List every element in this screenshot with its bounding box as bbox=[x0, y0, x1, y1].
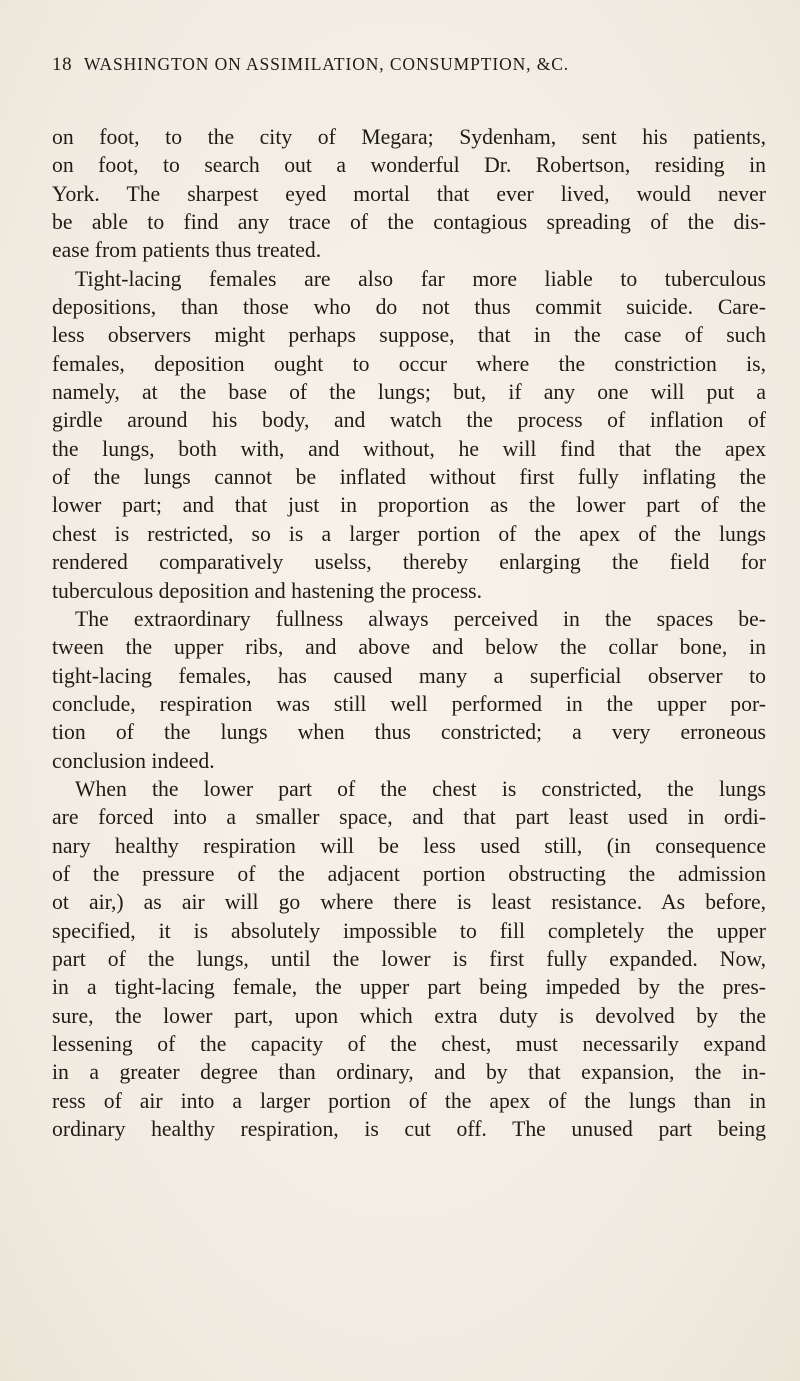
text-line: ot air,) as air will go where there is least resistance. As before, bbox=[52, 890, 766, 915]
text-line: nary healthy respiration will be less used still, (in consequence bbox=[52, 833, 766, 858]
text-line: lower part; and that just in proportion as the lower part of the bbox=[52, 493, 766, 518]
text-line: females, deposition ought to occur where the constriction is, bbox=[52, 351, 766, 376]
text-line: namely, at the base of the lungs; but, if any one will put a bbox=[52, 380, 766, 405]
text-line: When the lower part of the chest is constricted, the lungs bbox=[75, 776, 766, 801]
text-line: tween the upper ribs, and above and below the collar bone, in bbox=[52, 635, 766, 660]
running-title: WASHINGTON ON ASSIMILATION, CONSUMPTION, &C. bbox=[84, 54, 570, 74]
text-line: Tight-lacing females are also far more liable to tuberculous bbox=[75, 266, 766, 291]
text-line: of the lungs cannot be inflated without first fully inflating the bbox=[52, 465, 766, 490]
text-line: ease from patients thus treated. bbox=[52, 238, 322, 263]
text-line: ordinary healthy respiration, is cut off. The unused part being bbox=[52, 1117, 766, 1142]
text-line: rendered comparatively uselss, thereby enlarging the field for bbox=[52, 550, 766, 575]
text-line: lessening of the capacity of the chest, must necessarily expand bbox=[52, 1032, 766, 1056]
text-line: The extraordinary fullness always perceived in the spaces be- bbox=[75, 606, 766, 631]
text-line: ress of air into a larger portion of the apex of the lungs than in bbox=[52, 1088, 766, 1113]
text-line: in a greater degree than ordinary, and by that expansion, the in- bbox=[52, 1060, 766, 1085]
text-line: depositions, than those who do not thus commit suicide. Care- bbox=[52, 295, 766, 320]
text-line: conclude, respiration was still well performed in the upper por- bbox=[52, 691, 766, 716]
text-line: tuberculous deposition and hastening the process. bbox=[52, 578, 483, 603]
text-line: be able to find any trace of the contagious spreading of the dis- bbox=[52, 210, 766, 235]
page-number: 18 bbox=[52, 54, 73, 75]
text-line: sure, the lower part, upon which extra duty is devolved by the bbox=[52, 1003, 766, 1028]
text-line: tight-lacing females, has caused many a superficial observer to bbox=[52, 663, 766, 688]
text-line: specified, it is absolutely impossible to fill completely the upper bbox=[52, 918, 766, 943]
text-line: York. The sharpest eyed mortal that ever lived, would never bbox=[52, 181, 766, 206]
text-line: chest is restricted, so is a larger portion of the apex of the lungs bbox=[52, 521, 766, 546]
text-line: less observers might perhaps suppose, that in the case of such bbox=[52, 323, 766, 348]
text-line: the lungs, both with, and without, he will find that the apex bbox=[52, 436, 766, 461]
text-line: conclusion indeed. bbox=[52, 748, 215, 773]
text-line: part of the lungs, until the lower is first fully expanded. Now, bbox=[52, 946, 766, 971]
body-text bbox=[52, 123, 766, 1143]
running-head bbox=[52, 54, 766, 88]
text-line: on foot, to the city of Megara; Sydenham, sent his patients, bbox=[52, 125, 766, 149]
text-line: on foot, to search out a wonderful Dr. Robertson, residing in bbox=[52, 153, 766, 178]
text-line: are forced into a smaller space, and that part least used in ordi- bbox=[52, 805, 766, 830]
text-line: girdle around his body, and watch the process of inflation of bbox=[52, 408, 766, 433]
text-line: in a tight-lacing female, the upper part being impeded by the pres- bbox=[52, 975, 766, 1000]
text-line: tion of the lungs when thus constricted; a very erroneous bbox=[52, 720, 766, 745]
text-line: of the pressure of the adjacent portion obstructing the admission bbox=[52, 861, 766, 886]
